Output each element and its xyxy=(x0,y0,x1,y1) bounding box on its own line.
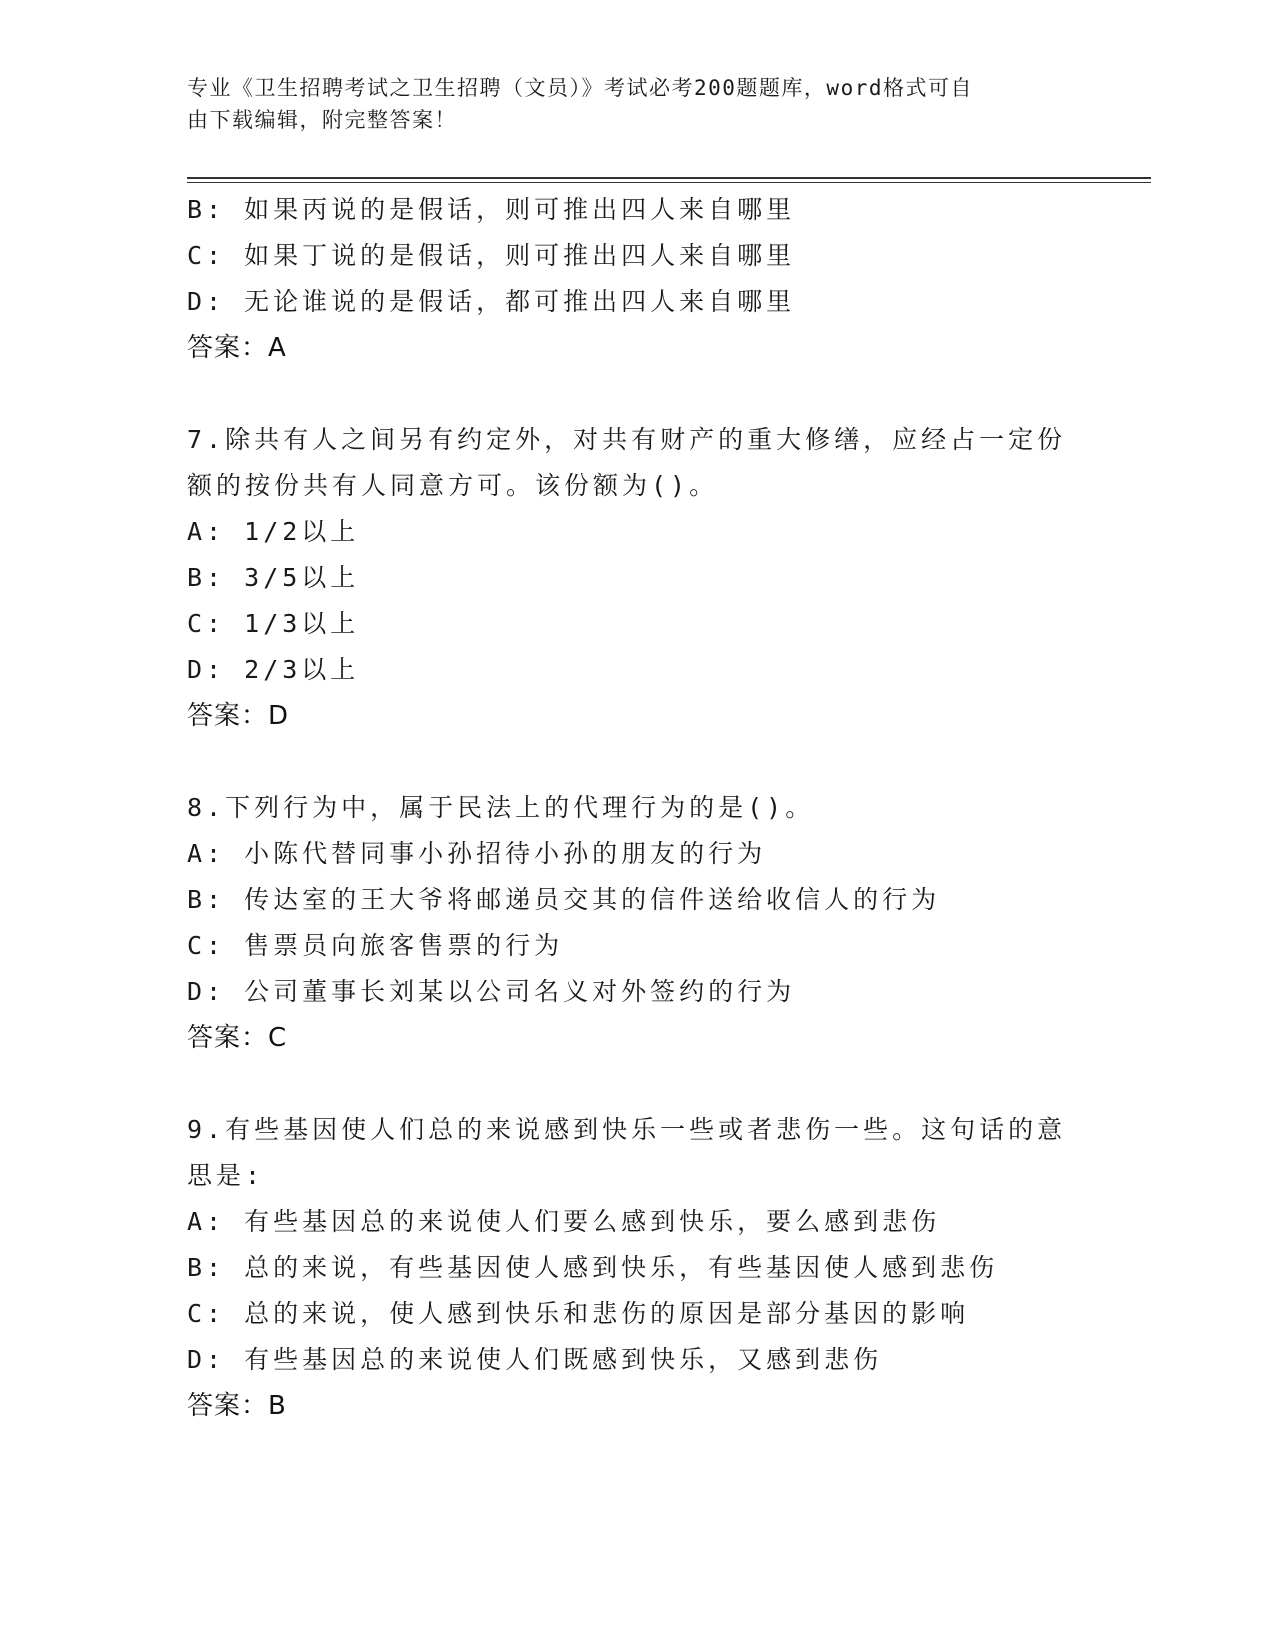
answer-line: 答案：C xyxy=(187,1023,288,1053)
question-stem: 8.下列行为中，属于民法上的代理行为的是()。 xyxy=(187,793,815,822)
option-d: D: 2/3以上 xyxy=(187,655,360,684)
option-d: D: 公司董事长刘某以公司名义对外签约的行为 xyxy=(187,977,796,1006)
option-c: C: 总的来说，使人感到快乐和悲伤的原因是部分基因的影响 xyxy=(187,1299,970,1328)
option-d: D: 有些基因总的来说使人们既感到快乐，又感到悲伤 xyxy=(187,1345,883,1374)
option-a: A: 小陈代替同事小孙招待小孙的朋友的行为 xyxy=(187,839,767,868)
question-8 xyxy=(187,785,1067,1061)
option-c: C: 1/3以上 xyxy=(187,609,360,638)
option-b: B: 总的来说，有些基因使人感到快乐，有些基因使人感到悲伤 xyxy=(187,1253,999,1282)
question-stem: 9.有些基因使人们总的来说感到快乐一些或者悲伤一些。这句话的意 xyxy=(187,1115,1067,1144)
question-list xyxy=(187,187,1067,1429)
option-b: B: 如果丙说的是假话，则可推出四人来自哪里 xyxy=(187,195,796,224)
option-c: C: 售票员向旅客售票的行为 xyxy=(187,931,564,960)
question-stem: 7.除共有人之间另有约定外，对共有财产的重大修缮，应经占一定份 xyxy=(187,425,1067,454)
option-c: C: 如果丁说的是假话，则可推出四人来自哪里 xyxy=(187,241,796,270)
option-b: B: 传达室的王大爷将邮递员交其的信件送给收信人的行为 xyxy=(187,885,941,914)
answer-line: 答案：D xyxy=(187,701,290,731)
question-7 xyxy=(187,417,1067,739)
question-stem-continued: 额的按份共有人同意方可。该份额为()。 xyxy=(187,471,719,500)
header-line-2: 由下载编辑，附完整答案！ xyxy=(187,108,457,132)
spacer xyxy=(187,371,1067,417)
option-d: D: 无论谁说的是假话，都可推出四人来自哪里 xyxy=(187,287,796,316)
question-9 xyxy=(187,1107,1067,1429)
option-a: A: 1/2以上 xyxy=(187,517,360,546)
question-6 xyxy=(187,187,1067,371)
answer-line: 答案：A xyxy=(187,333,287,363)
header-divider-thick xyxy=(187,177,1151,179)
document-header xyxy=(187,72,1067,136)
header-divider-thin xyxy=(187,182,1151,183)
option-a: A: 有些基因总的来说使人们要么感到快乐，要么感到悲伤 xyxy=(187,1207,941,1236)
header-line-1: 专业《卫生招聘考试之卫生招聘（文员）》考试必考200题题库，word格式可自 xyxy=(187,76,973,100)
question-stem-continued: 思是: xyxy=(187,1161,265,1190)
answer-line: 答案：B xyxy=(187,1391,287,1421)
spacer xyxy=(187,739,1067,785)
option-b: B: 3/5以上 xyxy=(187,563,360,592)
spacer xyxy=(187,1061,1067,1107)
